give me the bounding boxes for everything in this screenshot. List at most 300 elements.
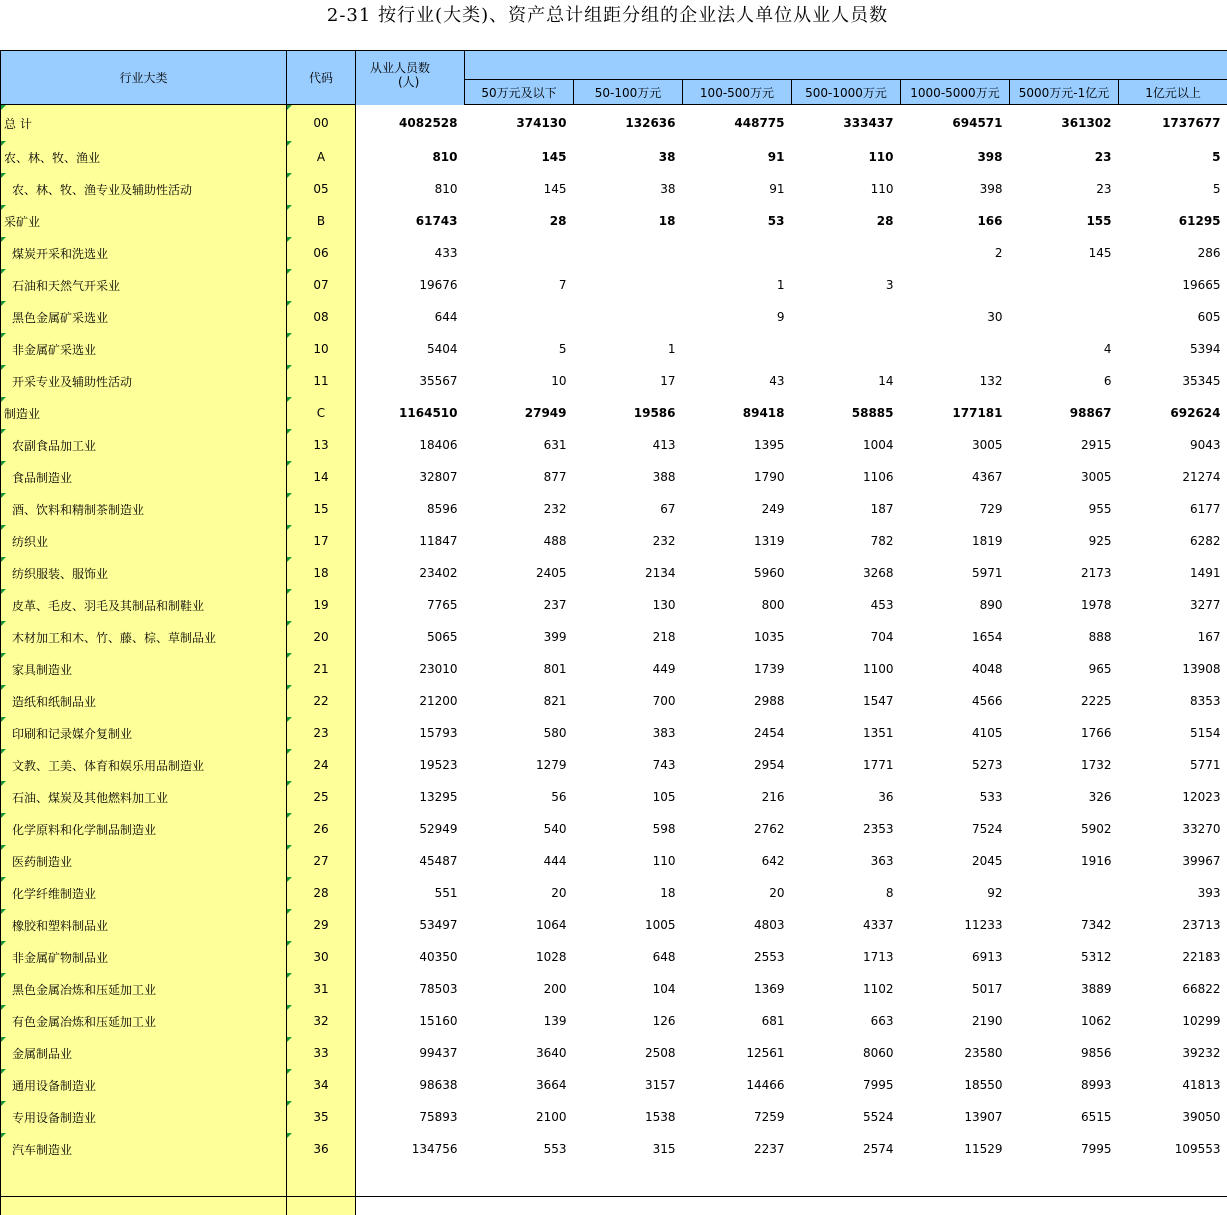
- row-value-group-6: 692624: [1119, 397, 1227, 429]
- row-value-group-2: 1739: [683, 653, 792, 685]
- spacer-cell: [1010, 1165, 1119, 1215]
- row-value-group-4: 11233: [901, 909, 1010, 941]
- row-value-group-5: 98867: [1010, 397, 1119, 429]
- row-value-group-2: 1395: [683, 429, 792, 461]
- row-value-group-1: 38: [574, 141, 683, 173]
- table-row: [1, 973, 1227, 1005]
- row-value-group-3: 1547: [792, 685, 901, 717]
- row-value-group-5: 9856: [1010, 1037, 1119, 1069]
- table-row: [1, 877, 1227, 909]
- row-value-group-4: 1654: [901, 621, 1010, 653]
- row-value-group-3: [792, 333, 901, 365]
- row-value-group-6: 5771: [1119, 749, 1227, 781]
- row-industry-name: 家具制造业: [1, 653, 287, 685]
- row-code: 28: [287, 877, 356, 909]
- row-value-group-0: 374130: [465, 105, 574, 142]
- row-value-group-3: 14: [792, 365, 901, 397]
- row-value-group-1: 648: [574, 941, 683, 973]
- row-value-group-3: 453: [792, 589, 901, 621]
- row-value-group-1: 38: [574, 173, 683, 205]
- row-value-group-4: 890: [901, 589, 1010, 621]
- row-total-employees: 61743: [356, 205, 465, 237]
- row-value-group-4: 398: [901, 173, 1010, 205]
- row-value-group-0: 399: [465, 621, 574, 653]
- row-value-group-2: 800: [683, 589, 792, 621]
- row-total-employees: 99437: [356, 1037, 465, 1069]
- row-value-group-6: 167: [1119, 621, 1227, 653]
- row-value-group-1: 743: [574, 749, 683, 781]
- table-row: [1, 237, 1227, 269]
- header-employees-label: 从业人员数: [370, 61, 430, 75]
- row-value-group-4: 4105: [901, 717, 1010, 749]
- row-value-group-5: 1732: [1010, 749, 1119, 781]
- row-value-group-5: 6515: [1010, 1101, 1119, 1133]
- row-value-group-5: [1010, 301, 1119, 333]
- row-value-group-1: 388: [574, 461, 683, 493]
- row-value-group-5: [1010, 877, 1119, 909]
- row-total-employees: 40350: [356, 941, 465, 973]
- row-total-employees: 53497: [356, 909, 465, 941]
- row-value-group-0: 488: [465, 525, 574, 557]
- row-value-group-5: 23: [1010, 141, 1119, 173]
- row-value-group-0: 56: [465, 781, 574, 813]
- row-value-group-1: [574, 237, 683, 269]
- row-value-group-6: 109553: [1119, 1133, 1227, 1165]
- table-spacer-row: [1, 1165, 1227, 1215]
- row-value-group-3: 704: [792, 621, 901, 653]
- spacer-cell: [792, 1165, 901, 1215]
- header-industry: 行业大类: [1, 51, 287, 105]
- row-value-group-2: 89418: [683, 397, 792, 429]
- table-row: [1, 141, 1227, 173]
- spacer-cell: [901, 1165, 1010, 1215]
- row-value-group-2: 1790: [683, 461, 792, 493]
- row-value-group-0: 444: [465, 845, 574, 877]
- row-industry-name: 专用设备制造业: [1, 1101, 287, 1133]
- row-total-employees: 45487: [356, 845, 465, 877]
- row-code: C: [287, 397, 356, 429]
- table-row: [1, 173, 1227, 205]
- row-code: 29: [287, 909, 356, 941]
- row-industry-name: 金属制品业: [1, 1037, 287, 1069]
- row-value-group-3: 2353: [792, 813, 901, 845]
- row-value-group-1: 2508: [574, 1037, 683, 1069]
- spacer-cell: [465, 1165, 574, 1215]
- row-value-group-2: 53: [683, 205, 792, 237]
- row-value-group-0: 540: [465, 813, 574, 845]
- row-value-group-5: 955: [1010, 493, 1119, 525]
- row-value-group-4: 4367: [901, 461, 1010, 493]
- row-value-group-3: 1713: [792, 941, 901, 973]
- row-value-group-0: 10: [465, 365, 574, 397]
- row-value-group-3: [792, 237, 901, 269]
- spacer-cell: [356, 1165, 465, 1215]
- row-value-group-4: 2: [901, 237, 1010, 269]
- row-value-group-4: 694571: [901, 105, 1010, 142]
- row-total-employees: 21200: [356, 685, 465, 717]
- header-group-6: 1亿元以上: [1119, 80, 1227, 105]
- row-industry-name: 非金属矿采选业: [1, 333, 287, 365]
- row-value-group-5: 965: [1010, 653, 1119, 685]
- row-code: 32: [287, 1005, 356, 1037]
- table-row: [1, 941, 1227, 973]
- row-value-group-6: 8353: [1119, 685, 1227, 717]
- row-code: 33: [287, 1037, 356, 1069]
- row-value-group-5: 326: [1010, 781, 1119, 813]
- row-code: 21: [287, 653, 356, 685]
- row-value-group-3: 36: [792, 781, 901, 813]
- row-value-group-4: 5273: [901, 749, 1010, 781]
- spacer-cell: [683, 1165, 792, 1215]
- table-row: [1, 813, 1227, 845]
- spacer-cell: [1119, 1165, 1227, 1215]
- row-value-group-2: 2762: [683, 813, 792, 845]
- row-value-group-1: 126: [574, 1005, 683, 1037]
- row-value-group-0: 2405: [465, 557, 574, 589]
- row-industry-name: 橡胶和塑料制品业: [1, 909, 287, 941]
- header-group-span: [465, 51, 1227, 80]
- row-value-group-2: 1319: [683, 525, 792, 557]
- row-total-employees: 13295: [356, 781, 465, 813]
- row-value-group-2: 14466: [683, 1069, 792, 1101]
- row-code: 06: [287, 237, 356, 269]
- row-value-group-2: 1035: [683, 621, 792, 653]
- row-industry-name: 黑色金属冶炼和压延加工业: [1, 973, 287, 1005]
- row-value-group-6: 66822: [1119, 973, 1227, 1005]
- table-row: [1, 333, 1227, 365]
- row-value-group-5: 1978: [1010, 589, 1119, 621]
- spacer-cell: [574, 1165, 683, 1215]
- row-value-group-1: 1538: [574, 1101, 683, 1133]
- row-value-group-1: 130: [574, 589, 683, 621]
- row-code: 14: [287, 461, 356, 493]
- row-total-employees: 810: [356, 141, 465, 173]
- row-industry-name: 化学原料和化学制品制造业: [1, 813, 287, 845]
- row-code: 20: [287, 621, 356, 653]
- row-value-group-0: 631: [465, 429, 574, 461]
- table-row: [1, 1005, 1227, 1037]
- data-table: [0, 50, 1227, 1215]
- row-value-group-5: 5902: [1010, 813, 1119, 845]
- row-value-group-0: 1279: [465, 749, 574, 781]
- row-code: 19: [287, 589, 356, 621]
- row-value-group-0: 2100: [465, 1101, 574, 1133]
- table-row: [1, 397, 1227, 429]
- row-value-group-5: 3889: [1010, 973, 1119, 1005]
- row-value-group-3: 3268: [792, 557, 901, 589]
- row-value-group-1: 3157: [574, 1069, 683, 1101]
- table-row: [1, 269, 1227, 301]
- row-total-employees: 433: [356, 237, 465, 269]
- row-value-group-0: 145: [465, 173, 574, 205]
- row-total-employees: 1164510: [356, 397, 465, 429]
- row-value-group-3: 1106: [792, 461, 901, 493]
- row-code: 35: [287, 1101, 356, 1133]
- row-total-employees: 7765: [356, 589, 465, 621]
- table-row: [1, 1037, 1227, 1069]
- row-value-group-4: 2045: [901, 845, 1010, 877]
- row-value-group-6: 5154: [1119, 717, 1227, 749]
- row-value-group-4: 729: [901, 493, 1010, 525]
- row-value-group-0: 821: [465, 685, 574, 717]
- row-value-group-4: 533: [901, 781, 1010, 813]
- header-group-4: 1000-5000万元: [901, 80, 1010, 105]
- row-industry-name: 开采专业及辅助性活动: [1, 365, 287, 397]
- row-value-group-1: 132636: [574, 105, 683, 142]
- row-value-group-3: 1102: [792, 973, 901, 1005]
- table-row: [1, 429, 1227, 461]
- row-value-group-6: 19665: [1119, 269, 1227, 301]
- row-value-group-5: 23: [1010, 173, 1119, 205]
- row-value-group-5: 361302: [1010, 105, 1119, 142]
- row-value-group-0: 7: [465, 269, 574, 301]
- row-value-group-5: 7995: [1010, 1133, 1119, 1165]
- row-value-group-2: 448775: [683, 105, 792, 142]
- row-value-group-0: 28: [465, 205, 574, 237]
- header-employees: [356, 51, 465, 105]
- row-code: 30: [287, 941, 356, 973]
- row-value-group-4: 4566: [901, 685, 1010, 717]
- row-value-group-2: 1369: [683, 973, 792, 1005]
- row-code: 11: [287, 365, 356, 397]
- row-value-group-0: 1028: [465, 941, 574, 973]
- row-value-group-6: 33270: [1119, 813, 1227, 845]
- row-value-group-5: 7342: [1010, 909, 1119, 941]
- row-value-group-4: 4048: [901, 653, 1010, 685]
- row-code: 24: [287, 749, 356, 781]
- row-value-group-6: 3277: [1119, 589, 1227, 621]
- row-industry-name: 木材加工和木、竹、藤、棕、草制品业: [1, 621, 287, 653]
- row-value-group-0: 3664: [465, 1069, 574, 1101]
- row-value-group-1: 17: [574, 365, 683, 397]
- page-title: [0, 0, 1227, 40]
- row-industry-name: 煤炭开采和洗选业: [1, 237, 287, 269]
- row-total-employees: 23402: [356, 557, 465, 589]
- row-value-group-6: 605: [1119, 301, 1227, 333]
- row-value-group-6: 286: [1119, 237, 1227, 269]
- row-value-group-2: [683, 237, 792, 269]
- row-industry-name: 印刷和记录媒介复制业: [1, 717, 287, 749]
- row-code: 34: [287, 1069, 356, 1101]
- row-value-group-2: 2237: [683, 1133, 792, 1165]
- table-row: [1, 621, 1227, 653]
- table-row: [1, 781, 1227, 813]
- table-row: [1, 909, 1227, 941]
- row-value-group-5: 2915: [1010, 429, 1119, 461]
- table-header: [1, 51, 1227, 105]
- row-total-employees: 35567: [356, 365, 465, 397]
- row-value-group-6: 1737677: [1119, 105, 1227, 142]
- row-value-group-4: 23580: [901, 1037, 1010, 1069]
- row-code: 07: [287, 269, 356, 301]
- row-value-group-6: 393: [1119, 877, 1227, 909]
- row-value-group-3: 663: [792, 1005, 901, 1037]
- row-value-group-4: 11529: [901, 1133, 1010, 1165]
- spacer-name-cell: [1, 1165, 287, 1215]
- row-value-group-1: 700: [574, 685, 683, 717]
- row-value-group-2: 7259: [683, 1101, 792, 1133]
- row-value-group-4: 7524: [901, 813, 1010, 845]
- row-industry-name: 食品制造业: [1, 461, 287, 493]
- row-value-group-4: 92: [901, 877, 1010, 909]
- row-value-group-2: 2454: [683, 717, 792, 749]
- row-value-group-2: 216: [683, 781, 792, 813]
- row-total-employees: 5065: [356, 621, 465, 653]
- row-value-group-3: 2574: [792, 1133, 901, 1165]
- row-value-group-0: 5: [465, 333, 574, 365]
- row-code: 17: [287, 525, 356, 557]
- row-code: 27: [287, 845, 356, 877]
- row-value-group-1: 1: [574, 333, 683, 365]
- row-code: 15: [287, 493, 356, 525]
- row-value-group-2: 2954: [683, 749, 792, 781]
- row-code: 00: [287, 105, 356, 142]
- header-group-0: 50万元及以下: [465, 80, 574, 105]
- header-group-2: 100-500万元: [683, 80, 792, 105]
- row-industry-name: 农、林、牧、渔专业及辅助性活动: [1, 173, 287, 205]
- header-group-5: 5000万元-1亿元: [1010, 80, 1119, 105]
- row-industry-name: 非金属矿物制品业: [1, 941, 287, 973]
- row-value-group-5: [1010, 269, 1119, 301]
- row-value-group-2: 91: [683, 141, 792, 173]
- row-code: 10: [287, 333, 356, 365]
- row-industry-name: 汽车制造业: [1, 1133, 287, 1165]
- row-value-group-4: 18550: [901, 1069, 1010, 1101]
- row-value-group-3: 28: [792, 205, 901, 237]
- row-value-group-6: 5: [1119, 141, 1227, 173]
- header-employees-unit: (人): [370, 75, 464, 89]
- row-value-group-5: 4: [1010, 333, 1119, 365]
- row-value-group-5: 1916: [1010, 845, 1119, 877]
- row-value-group-3: 110: [792, 173, 901, 205]
- row-code: 22: [287, 685, 356, 717]
- row-value-group-0: 3640: [465, 1037, 574, 1069]
- row-value-group-3: [792, 301, 901, 333]
- row-value-group-2: 4803: [683, 909, 792, 941]
- row-value-group-6: 22183: [1119, 941, 1227, 973]
- table-row: [1, 1133, 1227, 1165]
- row-value-group-4: 166: [901, 205, 1010, 237]
- table-row: [1, 717, 1227, 749]
- title-text: 2-31 按行业(大类)、资产总计组距分组的企业法人单位从业人员数: [327, 5, 888, 26]
- row-value-group-6: 6282: [1119, 525, 1227, 557]
- row-value-group-6: 23713: [1119, 909, 1227, 941]
- row-total-employees: 134756: [356, 1133, 465, 1165]
- table-row: [1, 589, 1227, 621]
- row-industry-name: 纺织业: [1, 525, 287, 557]
- row-value-group-1: 232: [574, 525, 683, 557]
- row-value-group-6: 5: [1119, 173, 1227, 205]
- row-value-group-0: 237: [465, 589, 574, 621]
- row-value-group-5: 888: [1010, 621, 1119, 653]
- row-industry-name: 制造业: [1, 397, 287, 429]
- spacer-code-cell: [287, 1165, 356, 1215]
- row-total-employees: 32807: [356, 461, 465, 493]
- row-value-group-0: 877: [465, 461, 574, 493]
- row-total-employees: 23010: [356, 653, 465, 685]
- row-code: 25: [287, 781, 356, 813]
- row-industry-name: 化学纤维制造业: [1, 877, 287, 909]
- row-value-group-3: 5524: [792, 1101, 901, 1133]
- row-value-group-2: 5960: [683, 557, 792, 589]
- row-value-group-3: 363: [792, 845, 901, 877]
- row-value-group-0: 232: [465, 493, 574, 525]
- row-value-group-2: 12561: [683, 1037, 792, 1069]
- row-value-group-3: 110: [792, 141, 901, 173]
- row-value-group-1: 18: [574, 877, 683, 909]
- row-value-group-3: 333437: [792, 105, 901, 142]
- row-value-group-0: 27949: [465, 397, 574, 429]
- row-value-group-4: 5017: [901, 973, 1010, 1005]
- row-value-group-0: [465, 237, 574, 269]
- row-value-group-6: 5394: [1119, 333, 1227, 365]
- table-row: [1, 557, 1227, 589]
- row-total-employees: 75893: [356, 1101, 465, 1133]
- table-row: [1, 205, 1227, 237]
- table-row: [1, 461, 1227, 493]
- row-value-group-4: 132: [901, 365, 1010, 397]
- table-row: [1, 301, 1227, 333]
- row-value-group-3: 58885: [792, 397, 901, 429]
- row-value-group-0: 139: [465, 1005, 574, 1037]
- row-value-group-2: 1: [683, 269, 792, 301]
- row-value-group-6: 12023: [1119, 781, 1227, 813]
- row-value-group-4: 13907: [901, 1101, 1010, 1133]
- row-total-employees: 551: [356, 877, 465, 909]
- row-value-group-3: 1100: [792, 653, 901, 685]
- row-value-group-3: 3: [792, 269, 901, 301]
- row-industry-name: 通用设备制造业: [1, 1069, 287, 1101]
- row-value-group-5: 2173: [1010, 557, 1119, 589]
- row-value-group-3: 1771: [792, 749, 901, 781]
- row-value-group-4: 398: [901, 141, 1010, 173]
- table-row: [1, 749, 1227, 781]
- row-value-group-0: 1064: [465, 909, 574, 941]
- row-value-group-0: 20: [465, 877, 574, 909]
- row-value-group-6: 13908: [1119, 653, 1227, 685]
- row-total-employees: 78503: [356, 973, 465, 1005]
- row-value-group-6: 39050: [1119, 1101, 1227, 1133]
- row-industry-name: 皮革、毛皮、羽毛及其制品和制鞋业: [1, 589, 287, 621]
- row-value-group-1: 218: [574, 621, 683, 653]
- row-value-group-1: 110: [574, 845, 683, 877]
- row-value-group-4: [901, 333, 1010, 365]
- row-value-group-6: 9043: [1119, 429, 1227, 461]
- row-total-employees: 98638: [356, 1069, 465, 1101]
- row-value-group-1: 598: [574, 813, 683, 845]
- row-value-group-4: 3005: [901, 429, 1010, 461]
- row-value-group-2: 91: [683, 173, 792, 205]
- row-code: 36: [287, 1133, 356, 1165]
- row-total-employees: 11847: [356, 525, 465, 557]
- row-total-employees: 18406: [356, 429, 465, 461]
- row-value-group-1: [574, 269, 683, 301]
- row-value-group-4: 5971: [901, 557, 1010, 589]
- row-value-group-6: 39967: [1119, 845, 1227, 877]
- row-value-group-0: 200: [465, 973, 574, 1005]
- row-value-group-3: 8: [792, 877, 901, 909]
- row-value-group-3: 1004: [792, 429, 901, 461]
- row-industry-name: 农、林、牧、渔业: [1, 141, 287, 173]
- row-value-group-6: 1491: [1119, 557, 1227, 589]
- row-value-group-6: 61295: [1119, 205, 1227, 237]
- row-value-group-5: 3005: [1010, 461, 1119, 493]
- row-value-group-2: 43: [683, 365, 792, 397]
- table-row: [1, 365, 1227, 397]
- row-industry-name: 农副食品加工业: [1, 429, 287, 461]
- row-value-group-4: 1819: [901, 525, 1010, 557]
- row-industry-name: 黑色金属矿采选业: [1, 301, 287, 333]
